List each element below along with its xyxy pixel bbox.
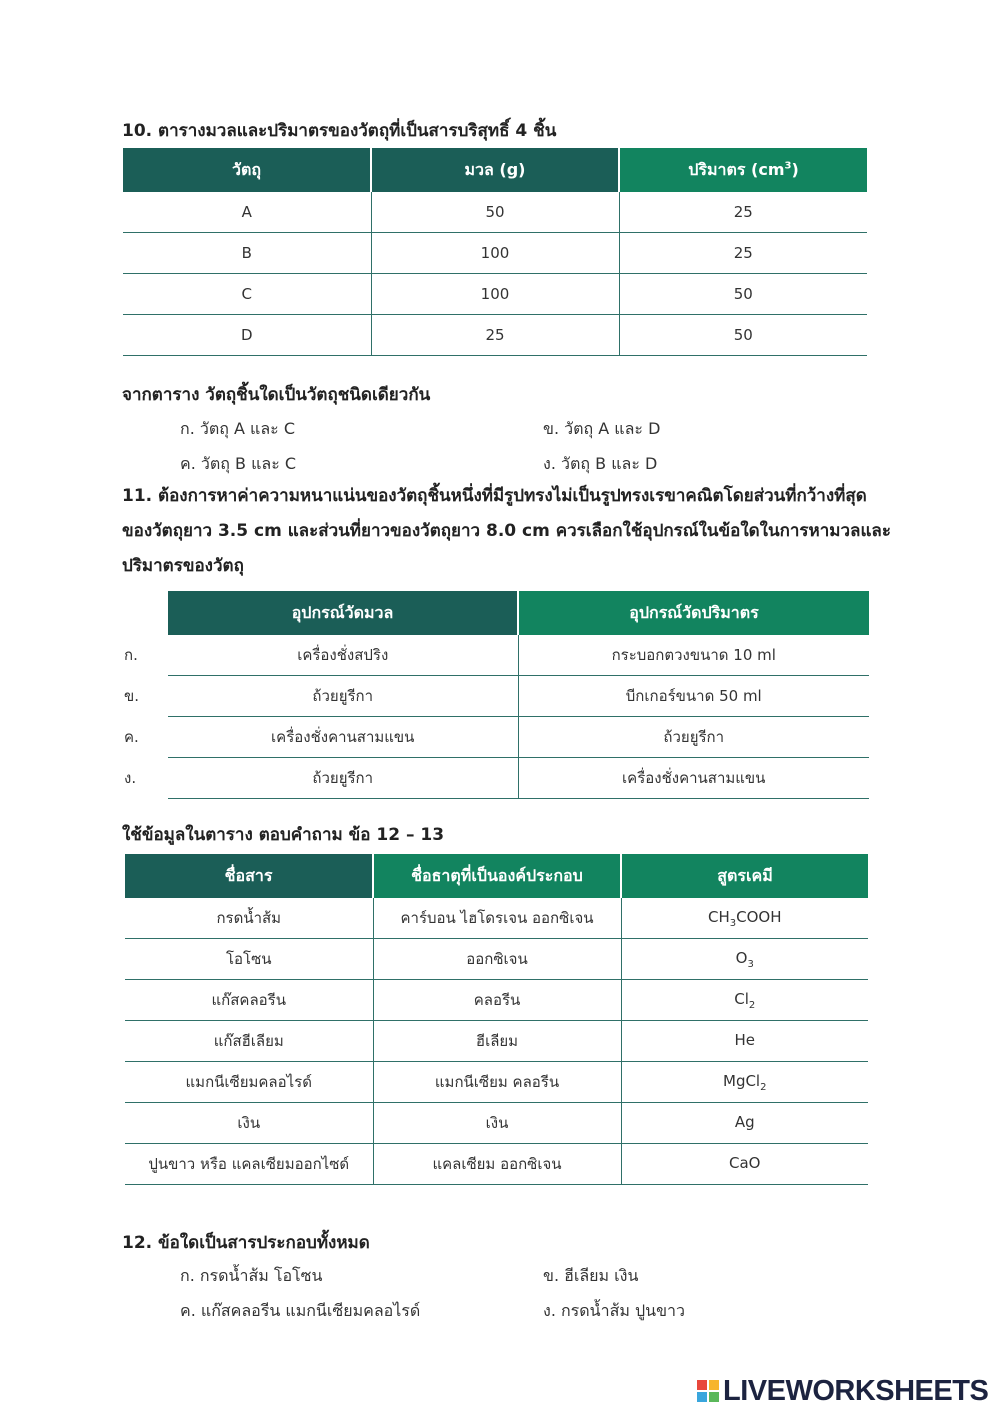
cell-elements: ออกซิเจน [373, 939, 621, 980]
cell-volume-equipment: กระบอกตวงขนาด 10 ml [518, 635, 869, 676]
option-d[interactable]: ง. วัตถุ B และ D [543, 454, 658, 473]
cell-mass: 100 [371, 274, 619, 315]
option-c[interactable]: ค. แก๊สคลอรีน แมกนีเซียมคลอไรด์ [180, 1301, 421, 1320]
question-10-title: 10. ตารางมวลและปริมาตรของวัตถุที่เป็นสารบริสุทธิ์ 4 ชิ้น [122, 121, 557, 141]
cell-elements: คาร์บอน ไฮโดรเจน ออกซิเจน [373, 898, 621, 939]
cell-volume: 50 [619, 274, 867, 315]
cell-mass: 100 [371, 233, 619, 274]
logo-block [709, 1392, 719, 1402]
table-row [125, 1144, 868, 1185]
cell-object: D [123, 315, 371, 356]
mass-volume-table [123, 148, 867, 356]
cell-volume-equipment: ถ้วยยูรีกา [518, 717, 869, 758]
cell-elements: แมกนีเซียม คลอรีน [373, 1062, 621, 1103]
header-elements: ชื่อธาตุที่เป็นองค์ประกอบ [373, 854, 621, 898]
cell-formula: Ag [621, 1103, 868, 1144]
cell-formula: He [621, 1021, 868, 1062]
option-a[interactable]: ก. วัตถุ A และ C [180, 419, 296, 438]
table-row [123, 315, 867, 356]
questions-12-13-intro: ใช้ข้อมูลในตาราง ตอบคำถาม ข้อ 12 – 13 [122, 825, 445, 845]
cell-mass: 50 [371, 192, 619, 233]
cell-substance: เงิน [125, 1103, 373, 1144]
logo-text: LIVEWORKSHEETS [723, 1374, 989, 1407]
table-row [125, 1103, 868, 1144]
table-row [125, 1062, 868, 1103]
cell-elements: คลอรีน [373, 980, 621, 1021]
choice-mark: ง. [124, 769, 137, 787]
logo-blocks-icon [697, 1380, 719, 1402]
substance-table [125, 854, 868, 1185]
cell-mass-equipment: เครื่องชั่งคานสามแขน [168, 717, 518, 758]
choice-mark: ก. [124, 646, 138, 665]
cell-volume-equipment: บีกเกอร์ขนาด 50 ml [518, 676, 869, 717]
table-row [125, 980, 868, 1021]
cell-elements: แคลเซียม ออกซิเจน [373, 1144, 621, 1185]
cell-substance: โอโซน [125, 939, 373, 980]
table-row [125, 898, 868, 939]
cell-volume-equipment: เครื่องชั่งคานสามแขน [518, 758, 869, 799]
question-12-title: 12. ข้อใดเป็นสารประกอบทั้งหมด [122, 1233, 370, 1253]
option-a[interactable]: ก. กรดน้ำส้ม โอโซน [180, 1266, 323, 1285]
cell-formula: $O_3$ [621, 939, 868, 980]
logo-block [709, 1380, 719, 1390]
table-row[interactable] [120, 717, 869, 758]
cell-object: C [123, 274, 371, 315]
cell-volume: 25 [619, 233, 867, 274]
option-b[interactable]: ข. วัตถุ A และ D [543, 419, 661, 438]
table-row [123, 233, 867, 274]
cell-substance: แก๊สฮีเลียม [125, 1021, 373, 1062]
cell-formula: $Cl_2$ [621, 980, 868, 1021]
cell-elements: เงิน [373, 1103, 621, 1144]
cell-formula: MgCl$_2$ [621, 1062, 868, 1103]
table-row [125, 939, 868, 980]
cell-mass-equipment: ถ้วยยูรีกา [168, 676, 518, 717]
option-b[interactable]: ข. ฮีเลียม เงิน [543, 1266, 639, 1285]
choice-mark: ข. [124, 687, 140, 705]
logo-block [697, 1392, 707, 1402]
header-volume-equipment: อุปกรณ์วัดปริมาตร [518, 591, 869, 635]
cell-substance: ปูนขาว หรือ แคลเซียมออกไซด์ [125, 1144, 373, 1185]
logo-block [697, 1380, 707, 1390]
cell-substance: กรดน้ำส้ม [125, 898, 373, 939]
cell-substance: แก๊สคลอรีน [125, 980, 373, 1021]
cell-mass-equipment: เครื่องชั่งสปริง [168, 635, 518, 676]
table-row [125, 1021, 868, 1062]
header-mass-equipment: อุปกรณ์วัดมวล [168, 591, 518, 635]
cell-formula: CaO [621, 1144, 868, 1185]
liveworksheets-logo [697, 1376, 988, 1406]
option-c[interactable]: ค. วัตถุ B และ C [180, 454, 297, 473]
header-mass: มวล (g) [371, 148, 619, 192]
header-substance: ชื่อสาร [125, 854, 373, 898]
cell-mass-equipment: ถ้วยยูรีกา [168, 758, 518, 799]
header-blank [120, 591, 168, 635]
cell-formula: $CH_3COOH$ [621, 898, 868, 939]
table-row [123, 192, 867, 233]
header-volume: ปริมาตร $(cm^3)$ [619, 148, 867, 192]
question-10-prompt: จากตาราง วัตถุชิ้นใดเป็นวัตถุชนิดเดียวกัน [122, 385, 431, 405]
equipment-table [120, 591, 869, 799]
option-d[interactable]: ง. กรดน้ำส้ม ปูนขาว [543, 1301, 685, 1320]
cell-object: A [123, 192, 371, 233]
cell-mass: 25 [371, 315, 619, 356]
cell-elements: ฮีเลียม [373, 1021, 621, 1062]
choice-mark: ค. [124, 728, 139, 746]
table-row[interactable] [120, 676, 869, 717]
cell-volume: 25 [619, 192, 867, 233]
header-object: วัตถุ [123, 148, 371, 192]
cell-substance: แมกนีเซียมคลอไรด์ [125, 1062, 373, 1103]
table-row [123, 274, 867, 315]
table-row[interactable] [120, 635, 869, 676]
cell-object: B [123, 233, 371, 274]
table-row[interactable] [120, 758, 869, 799]
cell-volume: 50 [619, 315, 867, 356]
question-11-text: 11. ต้องการหาค่าความหนาแน่นของวัตถุชิ้นหนึ่งที่มีรูปทรงไม่เป็นรูปทรงเรขาคณิตโดยส่วนที่กว้างที่สุด ของวัตถุยาว 3.5 cm และส่วนที่ยาวของวัตถุยาว 8.0 cm ควรเลือกใช้อุปกรณ์ในข้อใดในการหามวลและ ปริมาตรของวัตถุ [122, 486, 891, 576]
header-formula: สูตรเคมี [621, 854, 868, 898]
